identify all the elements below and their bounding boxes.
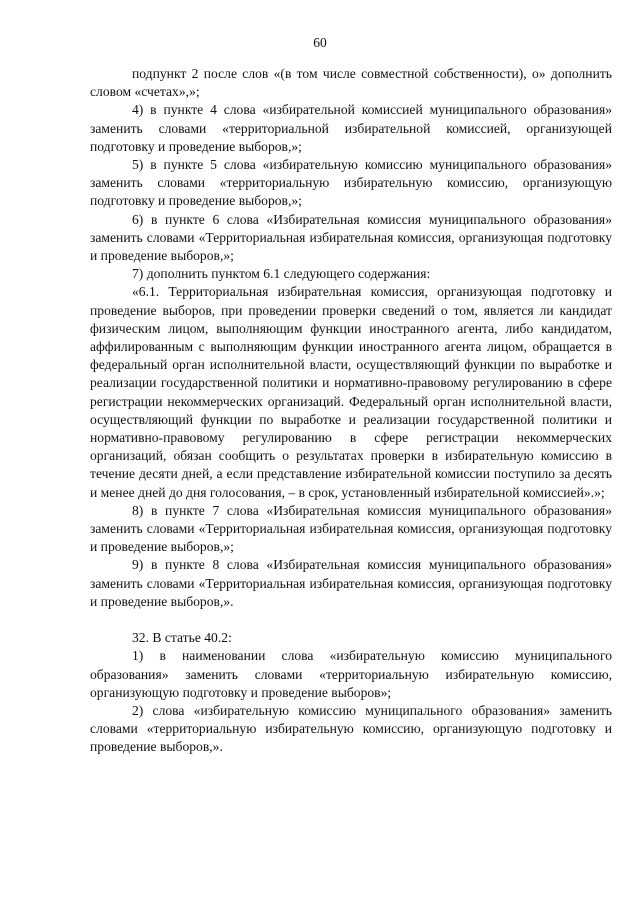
paragraph-subitem-2-continuation: подпункт 2 после слов «(в том числе совместной собственности), о» дополнить словом «счетах»,»;	[90, 66, 612, 100]
paragraph-item-6: 6) в пункте 6 слова «Избирательная комиссия муниципального образования» заменить словами «Территориальная избирательная комиссия, организующая подготовку и проведение выборов,»;	[90, 211, 612, 264]
paragraph-section-32-item-1: 1) в наименовании слова «избирательную комиссию муниципального образования» заменить словами «территориальную избирательную комиссию, организующую подготовку и проведение выборов»;	[90, 648, 612, 700]
page-number: 60	[313, 35, 327, 50]
paragraph-item-9: 9) в пункте 8 слова «Избирательная комиссия муниципального образования» заменить словами «Территориальная избирательная комиссия, организующая подготовку и проведение выборов,».	[90, 557, 612, 609]
document-body	[90, 65, 612, 757]
paragraph-section-32-heading: 32. В статье 40.2:	[132, 630, 232, 646]
paragraph-item-4: 4) в пункте 4 слова «избирательной комиссией муниципального образования» заменить словами «территориальной избирательной комиссией, организующей подготовку и проведение выборов,»;	[90, 102, 612, 154]
paragraph-item-7: 7) дополнить пунктом 6.1 следующего содержания:	[132, 266, 431, 282]
paragraph-section-32-item-2: 2) слова «избирательную комиссию муниципального образования» заменить словами «территориальную избирательную комиссию, организующую подготовку и проведение выборов,».	[90, 702, 612, 755]
paragraph-item-8: 8) в пункте 7 слова «Избирательная комиссия муниципального образования» заменить словами «Территориальная избирательная комиссия, организующая подготовку и проведение выборов,»;	[90, 502, 612, 555]
paragraph-clause-6-1: «6.1. Территориальная избирательная комиссия, организующая подготовку и проведение выборов, при проведении проверки сведений о том, является ли кандидат физическим лицом, выполняющим функции иностранного агента, либо кандидатом, аффилированным с выполняющим функции иностранного агента лицом, обращается в федеральный орган исполнительной власти, осуществляющий функции по выработке и реализации государственной политики и нормативно-правовому регулированию в сфере регистрации некоммерческих организаций. Федеральный орган исполнительной власти, осуществляющий функции по выработке и реализации государственной политики и нормативно-правовому регулированию в сфере регистрации некоммерческих организаций, обязан сообщить о результатах проверки в избирательную комиссию в течение десяти дней, а если представление избирательной комиссии поступило за десять и менее дней до дня голосования, – в срок, установленный избирательной комиссией».»;	[90, 284, 612, 500]
paragraph-item-5: 5) в пункте 5 слова «избирательную комиссию муниципального образования» заменить словами «территориальную избирательную комиссию, организующую подготовку и проведение выборов,»;	[90, 157, 612, 209]
